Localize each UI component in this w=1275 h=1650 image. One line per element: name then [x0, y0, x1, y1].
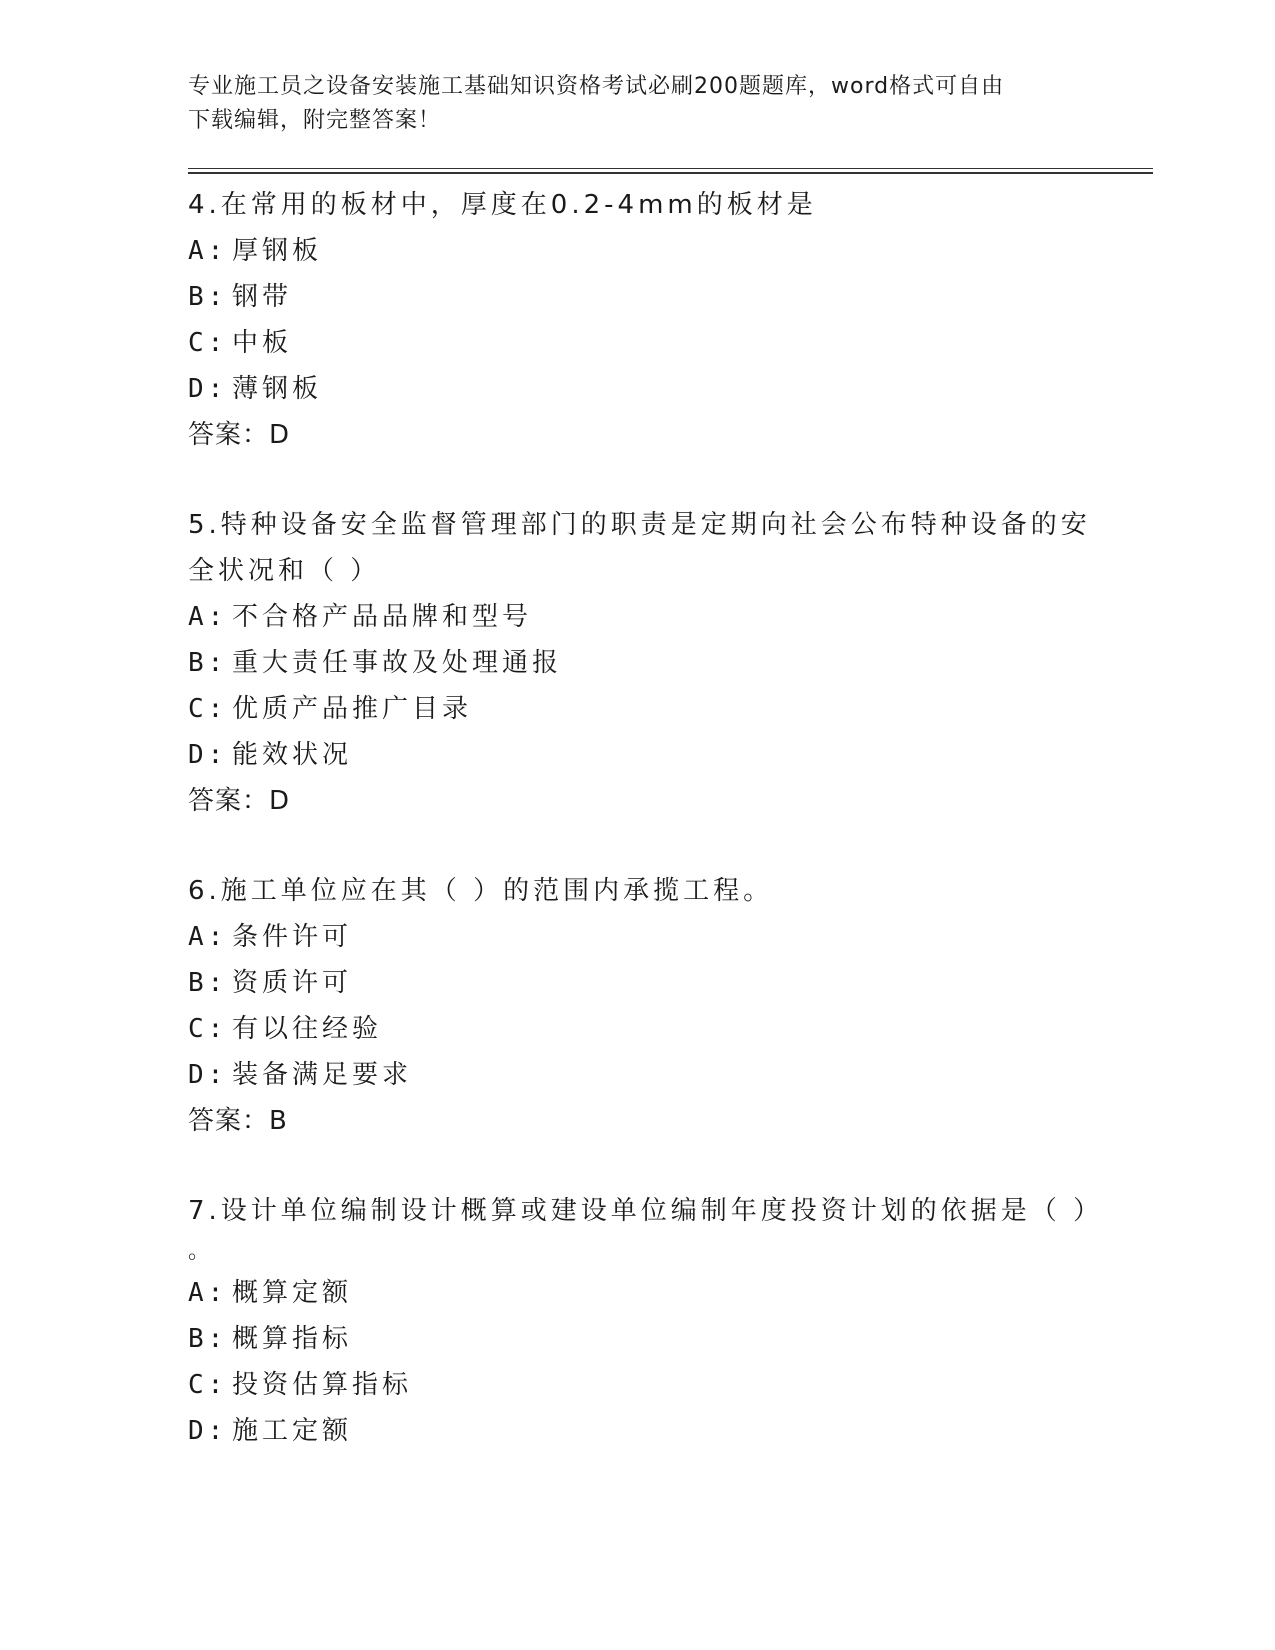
question-stem-continued: 全状况和（ ）: [188, 556, 381, 586]
option-key: A:: [188, 1278, 228, 1308]
question-4: [188, 182, 1153, 458]
option-text: 有以往经验: [232, 1014, 383, 1044]
option-a: [188, 228, 1153, 274]
option-d: [188, 732, 1153, 778]
option-text: 概算指标: [232, 1324, 353, 1354]
option-a: [188, 594, 1153, 640]
question-stem: 6.施工单位应在其（ ）的范围内承揽工程。: [188, 876, 774, 906]
option-b: [188, 640, 1153, 686]
header-divider: [188, 168, 1153, 174]
option-key: C:: [188, 1014, 228, 1044]
question-5: [188, 502, 1153, 824]
question-7: [188, 1188, 1153, 1454]
option-c: [188, 1362, 1153, 1408]
option-text: 薄钢板: [232, 374, 323, 404]
option-key: D:: [188, 740, 228, 770]
option-key: D:: [188, 1060, 228, 1090]
option-a: [188, 1270, 1153, 1316]
option-c: [188, 686, 1153, 732]
option-text: 概算定额: [232, 1278, 353, 1308]
option-text: 优质产品推广目录: [232, 694, 473, 724]
option-key: D:: [188, 1416, 228, 1446]
question-stem-continued: 。: [188, 1239, 211, 1264]
option-key: D:: [188, 374, 228, 404]
option-text: 投资估算指标: [232, 1370, 413, 1400]
option-key: B:: [188, 968, 228, 998]
option-b: [188, 1316, 1153, 1362]
option-d: [188, 366, 1153, 412]
option-text: 资质许可: [232, 968, 353, 998]
option-text: 中板: [232, 328, 293, 358]
option-key: C:: [188, 328, 228, 358]
option-d: [188, 1052, 1153, 1098]
answer-line: 答案：D: [188, 420, 291, 450]
option-key: B:: [188, 648, 228, 678]
option-key: A:: [188, 922, 228, 952]
option-key: B:: [188, 1324, 228, 1354]
question-stem: 5.特种设备安全监督管理部门的职责是定期向社会公布特种设备的安: [188, 510, 1091, 540]
option-key: B:: [188, 282, 228, 312]
question-stem: 7.设计单位编制设计概算或建设单位编制年度投资计划的依据是（ ）: [188, 1196, 1104, 1226]
option-key: A:: [188, 602, 228, 632]
option-text: 装备满足要求: [232, 1060, 413, 1090]
option-text: 能效状况: [232, 740, 353, 770]
option-a: [188, 914, 1153, 960]
option-text: 条件许可: [232, 922, 353, 952]
option-text: 重大责任事故及处理通报: [232, 648, 563, 678]
document-header-line-2: 下载编辑，附完整答案！: [188, 108, 442, 133]
question-6: [188, 868, 1153, 1144]
option-key: C:: [188, 1370, 228, 1400]
option-text: 不合格产品品牌和型号: [232, 602, 533, 632]
option-d: [188, 1408, 1153, 1454]
option-b: [188, 274, 1153, 320]
option-text: 厚钢板: [232, 236, 323, 266]
question-stem: 4.在常用的板材中，厚度在0.2-4mm的板材是: [188, 190, 817, 220]
document-page: [188, 70, 1153, 1454]
option-b: [188, 960, 1153, 1006]
answer-line: 答案：D: [188, 786, 291, 816]
option-c: [188, 320, 1153, 366]
option-text: 钢带: [232, 282, 293, 312]
option-key: C:: [188, 694, 228, 724]
option-key: A:: [188, 236, 228, 266]
option-c: [188, 1006, 1153, 1052]
document-header-line-1: 专业施工员之设备安装施工基础知识资格考试必刷200题题库，word格式可自由: [188, 74, 1005, 99]
answer-line: 答案：B: [188, 1106, 288, 1136]
option-text: 施工定额: [232, 1416, 353, 1446]
